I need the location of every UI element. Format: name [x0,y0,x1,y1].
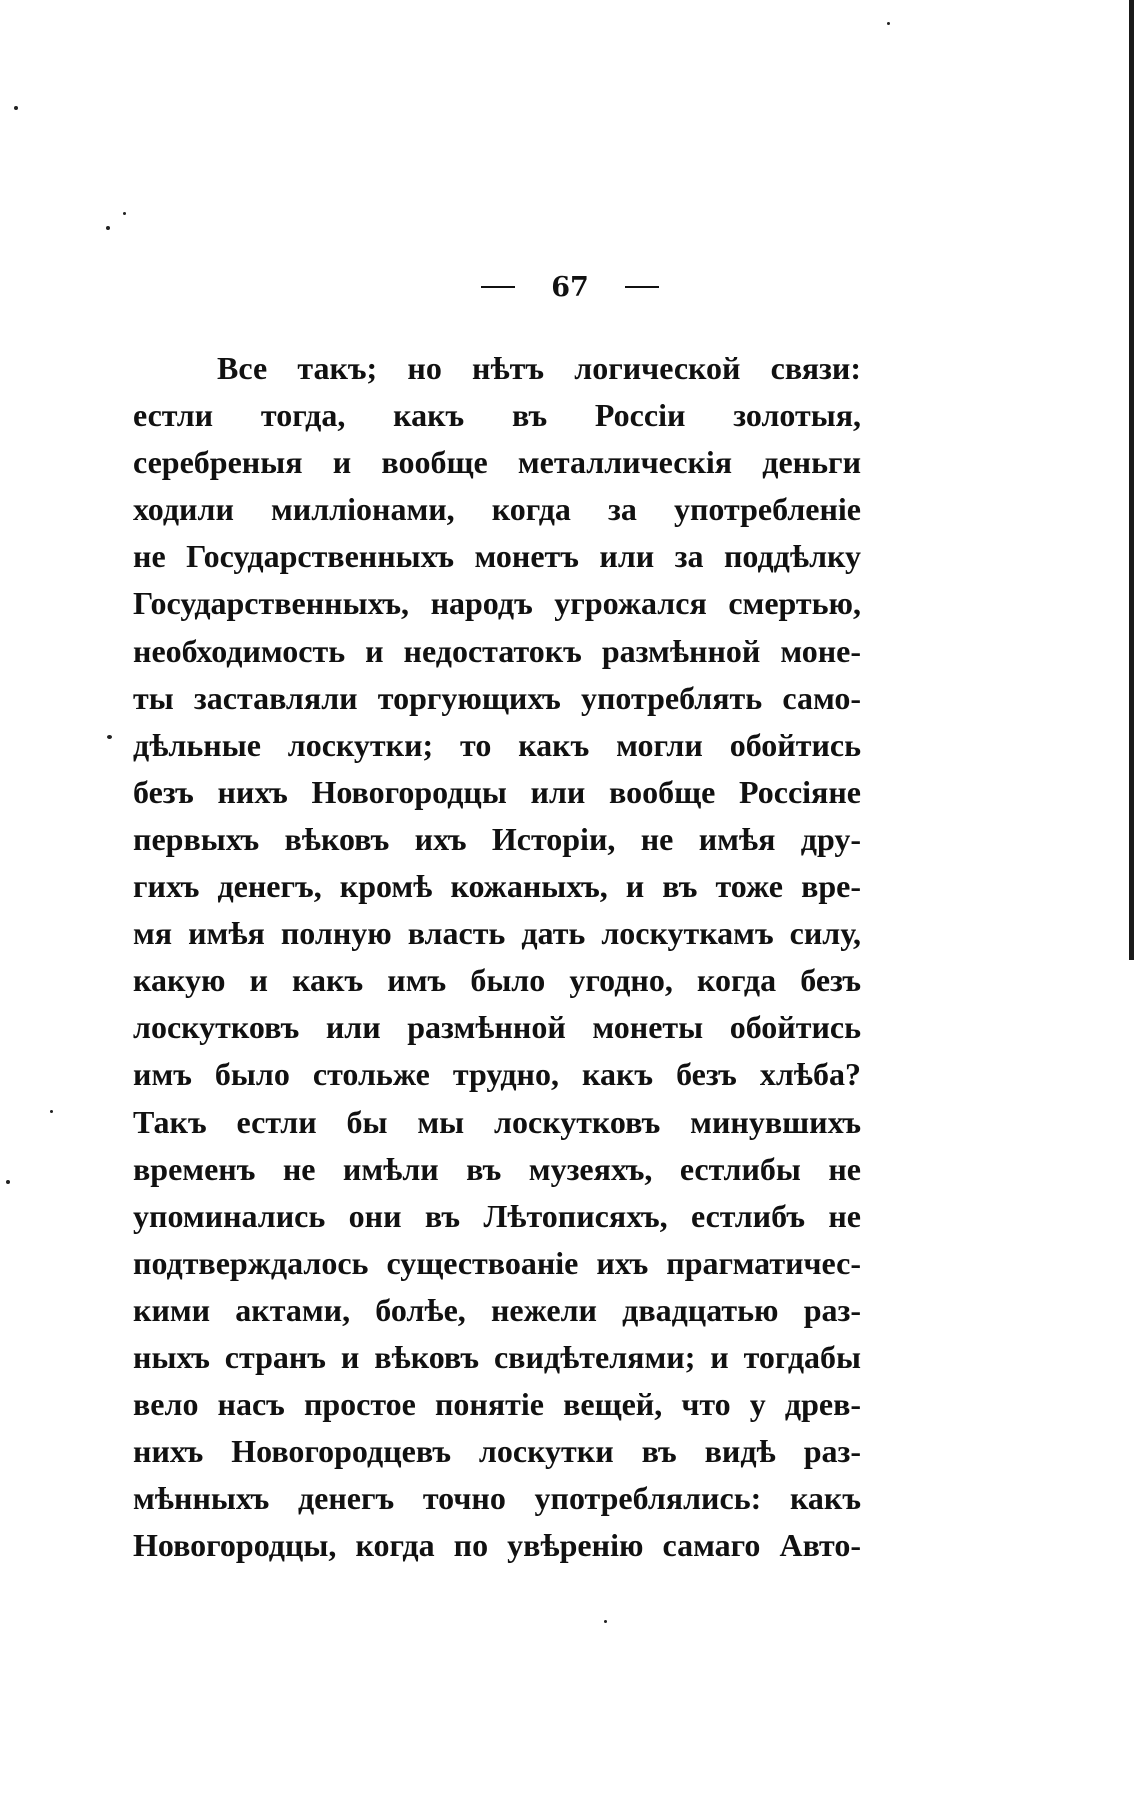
text-line: не Государственныхъ монетъ или за поддѣлку [133,538,861,575]
text-line: ходили милліонами, когда за употребленіе [133,491,861,528]
page-number: 67 [551,272,589,303]
text-line: гихъ денегъ, кромѣ кожаныхъ, и въ тоже вре- [133,868,861,905]
text-line: подтверждалось существоаніе ихъ прагматичес- [133,1244,861,1281]
header-dash-left [481,286,515,288]
text-line: мя имѣя полную власть дать лоскуткамъ силу, [133,915,861,952]
header-dash-right [625,286,659,288]
dust-speck [604,1620,607,1623]
page-edge-shadow [1129,0,1134,960]
text-line: Такъ естли бы мы лоскутковъ минувшихъ [133,1103,861,1140]
text-line: серебреныя и вообще металлическія деньги [133,444,861,481]
text-line: безъ нихъ Новогородцы или вообще Россіяне [133,773,861,810]
text-line: временъ не имѣли въ музеяхъ, естлибы не [133,1150,861,1187]
text-line: имъ было стольже трудно, какъ безъ хлѣба? [133,1056,861,1093]
dust-speck [106,226,110,230]
text-line: Новогородцы, когда по увѣренію самаго Авто- [133,1527,861,1564]
text-line: вело насъ простое понятіе вещей, что у древ- [133,1386,861,1423]
text-line: лоскутковъ или размѣнной монеты обойтись [133,1009,861,1046]
page-body [133,345,861,1569]
dust-speck [6,1180,10,1184]
dust-speck [14,106,18,110]
text-line: какую и какъ имъ было угодно, когда безъ [133,962,861,999]
dust-speck [107,735,112,739]
text-line: естли тогда, какъ въ Россіи золотыя, [133,397,861,434]
text-line: мѣнныхъ денегъ точно употреблялись: какъ [133,1480,861,1517]
page-header [0,268,1140,308]
dust-speck [50,1110,53,1113]
text-line: необходимость и недостатокъ размѣнной моне- [133,632,861,669]
text-line: ныхъ странъ и вѣковъ свидѣтелями; и тогдабы [133,1338,861,1375]
text-line: первыхъ вѣковъ ихъ Исторіи, не имѣя дру- [133,820,861,857]
text-line: нихъ Новогородцевъ лоскутки въ видѣ раз- [133,1433,861,1470]
dust-speck [123,212,126,215]
text-line: кими актами, болѣе, нежели двадцатью раз- [133,1291,861,1328]
dust-speck [887,22,890,25]
text-line: упоминались они въ Лѣтописяхъ, естлибъ не [133,1197,861,1234]
text-line: Все такъ; но нѣтъ логической связи: [217,350,861,386]
text-line: дѣльные лоскутки; то какъ могли обойтись [133,726,861,763]
text-line: Государственныхъ, народъ угрожался смертью, [133,585,861,622]
text-line: ты заставляли торгующихъ употреблять само- [133,679,861,716]
